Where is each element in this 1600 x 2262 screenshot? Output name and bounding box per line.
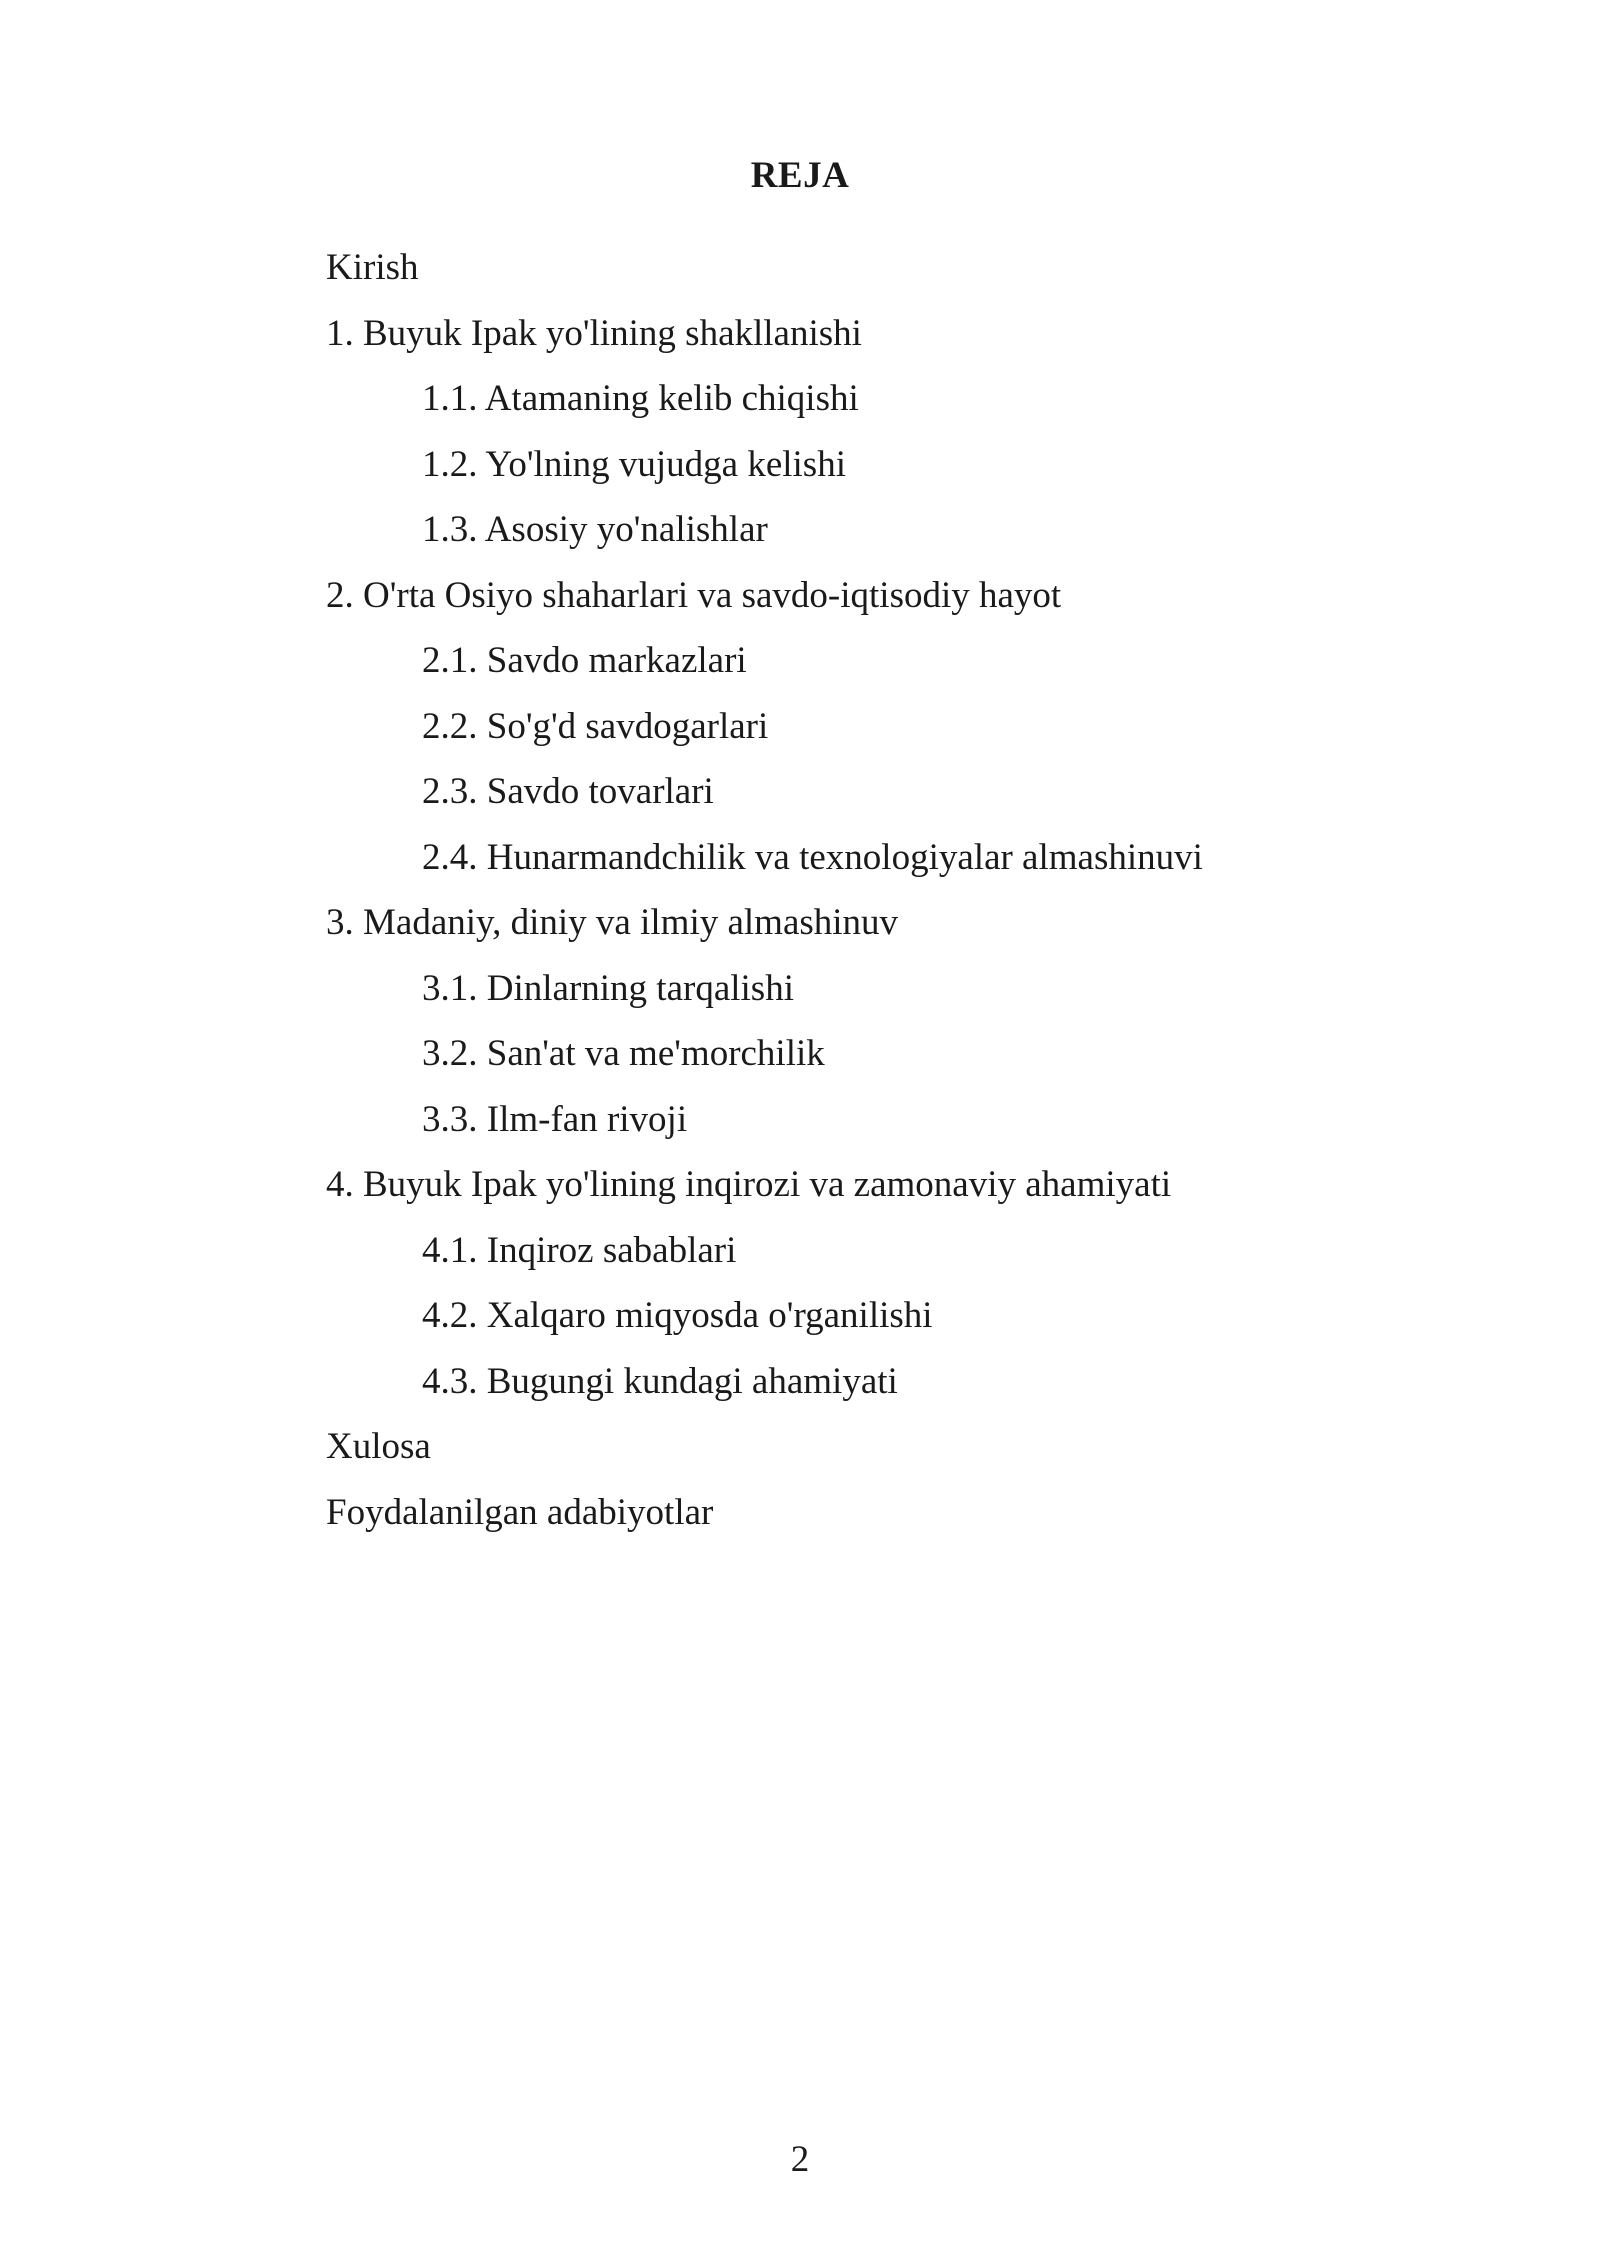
table-of-contents — [326, 242, 1426, 1552]
toc-subsection-1-3: 1.3. Asosiy yo'nalishlar — [422, 509, 768, 550]
toc-section-1: 1. Buyuk Ipak yo'lining shakllanishi — [326, 312, 862, 354]
toc-section-4: 4. Buyuk Ipak yo'lining inqirozi va zamonaviy ahamiyati — [326, 1164, 1172, 1205]
toc-subsection-4-3: 4.3. Bugungi kundagi ahamiyati — [422, 1360, 898, 1402]
toc-item-intro: Kirish — [326, 247, 419, 288]
toc-item-conclusion: Xulosa — [326, 1426, 431, 1467]
toc-subsection-4-1: 4.1. Inqiroz sabablari — [422, 1229, 737, 1271]
toc-subsection-3-3: 3.3. Ilm-fan rivoji — [422, 1098, 688, 1140]
page-number: 2 — [790, 2139, 810, 2180]
toc-subsection-3-2: 3.2. San'at va me'morchilik — [422, 1033, 825, 1074]
toc-subsection-3-1: 3.1. Dinlarning tarqalishi — [422, 967, 794, 1009]
toc-subsection-2-4: 2.4. Hunarmandchilik va texnologiyalar almashinuvi — [422, 836, 1203, 878]
toc-subsection-2-3: 2.3. Savdo tovarlari — [422, 771, 714, 812]
page-title: REJA — [750, 155, 850, 196]
toc-subsection-2-2: 2.2. So'g'd savdogarlari — [422, 705, 769, 747]
toc-section-2: 2. O'rta Osiyo shaharlari va savdo-iqtisodiy hayot — [326, 574, 1062, 616]
toc-subsection-4-2: 4.2. Xalqaro miqyosda o'rganilishi — [422, 1295, 933, 1336]
toc-item-references: Foydalanilgan adabiyotlar — [326, 1491, 714, 1533]
toc-subsection-1-1: 1.1. Atamaning kelib chiqishi — [422, 378, 859, 419]
toc-subsection-2-1: 2.1. Savdo markazlari — [422, 640, 747, 681]
toc-section-3: 3. Madaniy, diniy va ilmiy almashinuv — [326, 902, 899, 943]
toc-subsection-1-2: 1.2. Yo'lning vujudga kelishi — [422, 443, 846, 485]
